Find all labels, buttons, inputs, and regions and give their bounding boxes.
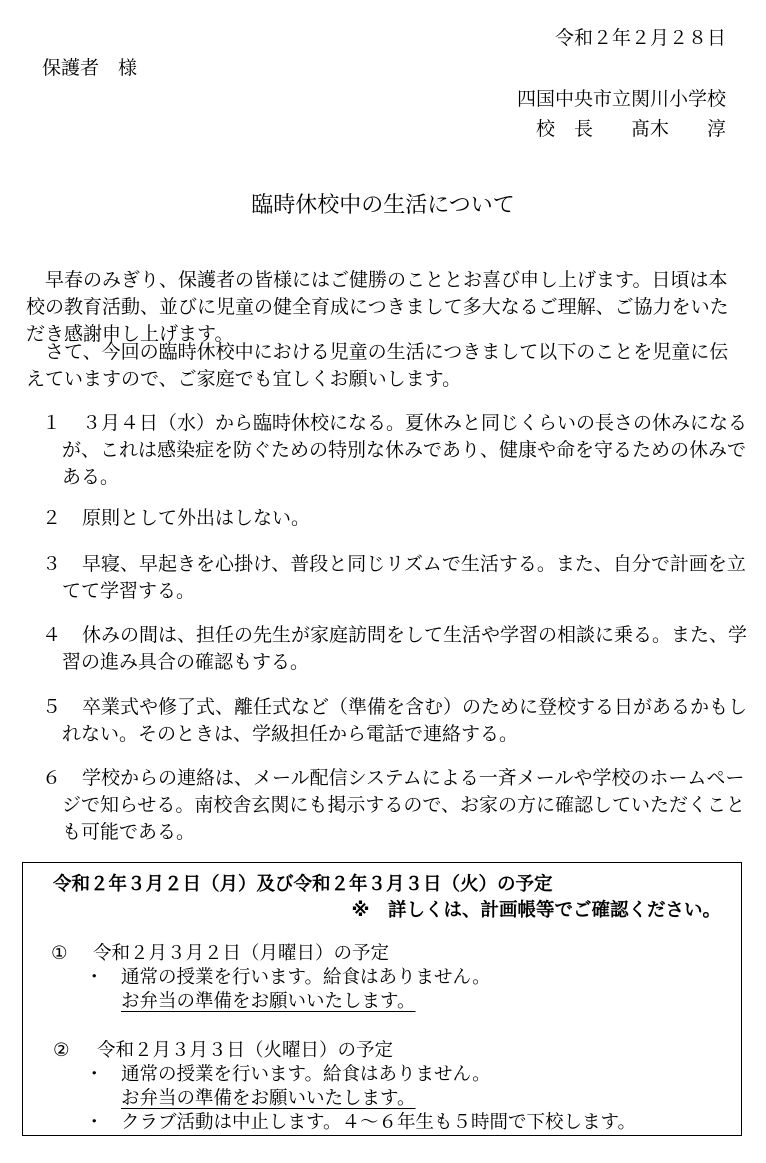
- item-text: 学校からの連絡は、メール配信システムによる一斉メールや学校のホームページで知らせる。南校舎玄関にも掲示するので、お家の方に確認していただくことも可能である。: [62, 767, 746, 843]
- day1-title: 令和２月３月２日（月曜日）の予定: [93, 943, 390, 964]
- intro-paragraph-2: さて、今回の臨時休校中における児童の生活につきまして以下のことを児童に伝えていますので、ご家庭でも宜しくお願いします。: [26, 341, 729, 390]
- day2-bullet: ・: [85, 1064, 104, 1085]
- day2-line1: 通常の授業を行います。給食はありません。: [121, 1064, 491, 1085]
- intro-paragraph-1: 早春のみぎり、保護者の皆様にはご健勝のこととお喜び申し上げます。日頃は本校の教育活動、並びに児童の健全育成につきまして多大なるご理解、ご協力をいただき感謝申し上げます。: [26, 269, 729, 345]
- day1-line1: 通常の授業を行います。給食はありません。: [121, 967, 491, 988]
- item-text: 卒業式や修了式、離任式など（準備を含む）のために登校する日があるかもしれない。そのときは、学級担任から電話で連絡する。: [62, 696, 748, 745]
- item-number: １: [42, 412, 62, 434]
- day2-line2: お弁当の準備をお願いいたします。: [121, 1088, 416, 1109]
- item-number: ５: [42, 696, 62, 718]
- recipient: 保護者 様: [42, 57, 138, 79]
- item-text: 早寝、早起きを心掛け、普段と同じリズムで生活する。また、自分で計画を立てて学習する。: [62, 553, 746, 602]
- day2-bullet-2: ・: [85, 1112, 104, 1133]
- item-number: ３: [42, 553, 62, 575]
- item-number: ４: [42, 624, 62, 646]
- item-text: 原則として外出はしない。: [82, 507, 311, 529]
- document-date: 令和２年２月２８日: [554, 27, 726, 49]
- item-number: ２: [42, 507, 62, 529]
- schedule-note: ※ 詳しくは、計画帳等でご確認ください。: [351, 900, 721, 921]
- day1-bullet: ・: [85, 967, 104, 988]
- principal-name: 校 長 髙木 淳: [535, 118, 726, 140]
- document-title: 臨時休校中の生活について: [251, 193, 515, 218]
- schedule-heading: 令和２年３月２日（月）及び令和２年３月３日（火）の予定: [53, 874, 553, 895]
- day1-marker: ①: [51, 943, 68, 964]
- day2-title: 令和２月３月３日（火曜日）の予定: [97, 1040, 394, 1061]
- day1-line2: お弁当の準備をお願いいたします。: [121, 991, 416, 1012]
- item-number: ６: [42, 767, 62, 789]
- day2-marker: ②: [53, 1040, 70, 1061]
- schedule-box: [22, 862, 742, 1136]
- day2-line3: クラブ活動は中止します。４～６年生も５時間で下校します。: [121, 1112, 637, 1133]
- school-name: 四国中央市立関川小学校: [516, 88, 726, 110]
- item-text: ３月４日（水）から臨時休校になる。夏休みと同じくらいの長さの休みになるが、これは感染症を防ぐための特別な休みであり、健康や命を守るための休みである。: [62, 412, 748, 488]
- item-text: 休みの間は、担任の先生が家庭訪問をして生活や学習の相談に乗る。また、学習の進み具合の確認もする。: [62, 624, 748, 673]
